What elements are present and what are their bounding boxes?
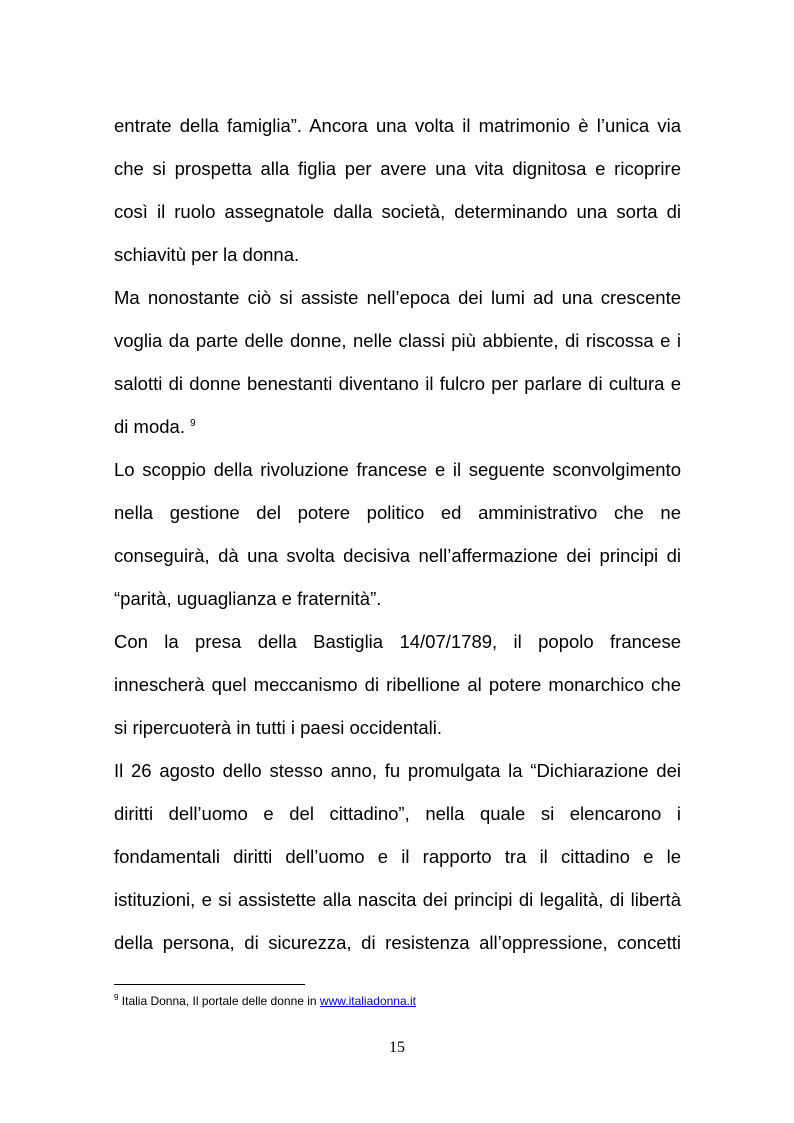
footnote-text: Italia Donna, Il portale delle donne in (118, 994, 320, 1008)
body-text-line: Ma nonostante ciò si assiste nell’epoca dei lumi ad una crescente (114, 287, 681, 308)
footnote-separator (114, 984, 305, 985)
body-text-line: della persona, di sicurezza, di resistenza all’oppressione, concetti (114, 932, 681, 953)
body-text-line: che si prospetta alla figlia per avere una vita dignitosa e ricoprire (114, 158, 681, 179)
body-text-line: istituzioni, e si assistette alla nascita dei principi di legalità, di libertà (114, 889, 681, 910)
body-text-line: conseguirà, dà una svolta decisiva nell’affermazione dei principi di (114, 545, 681, 566)
body-text-line: salotti di donne benestanti diventano il fulcro per parlare di cultura e (114, 373, 681, 394)
body-text-line: Lo scoppio della rivoluzione francese e il seguente sconvolgimento (114, 459, 681, 480)
body-text-line: così il ruolo assegnatole dalla società, determinando una sorta di (114, 201, 681, 222)
body-text-line: Con la presa della Bastiglia 14/07/1789, il popolo francese (114, 631, 681, 652)
body-text-line: Il 26 agosto dello stesso anno, fu promulgata la “Dichiarazione dei (114, 760, 681, 781)
footnote-number: 9 (114, 993, 119, 1002)
body-text-line: si ripercuoterà in tutti i paesi occidentali. (114, 717, 443, 738)
body-text-line: schiavitù per la donna. (114, 244, 300, 265)
body-text-line: nella gestione del potere politico ed amministrativo che ne (114, 502, 681, 523)
body-text-line: di moda. (114, 416, 185, 437)
body-text-line-with-footnote (114, 415, 681, 439)
body-text-line: voglia da parte delle donne, nelle classi più abbiente, di riscossa e i (114, 330, 681, 351)
page-number: 15 (389, 1039, 405, 1056)
body-text-line: innescherà quel meccanismo di ribellione al potere monarchico che (114, 674, 681, 695)
body-text-line: diritti dell’uomo e del cittadino”, nella quale si elencarono i (114, 803, 681, 824)
footnote-link[interactable]: www.italiadonna.it (319, 994, 416, 1008)
body-text-line: fondamentali diritti dell’uomo e il rapporto tra il cittadino e le (114, 846, 681, 867)
body-text-line: entrate della famiglia”. Ancora una volta il matrimonio è l’unica via (114, 115, 681, 136)
footnote-reference: 9 (190, 417, 196, 429)
body-text-line: “parità, uguaglianza e fraternità”. (114, 588, 382, 609)
footnote (114, 993, 416, 1009)
